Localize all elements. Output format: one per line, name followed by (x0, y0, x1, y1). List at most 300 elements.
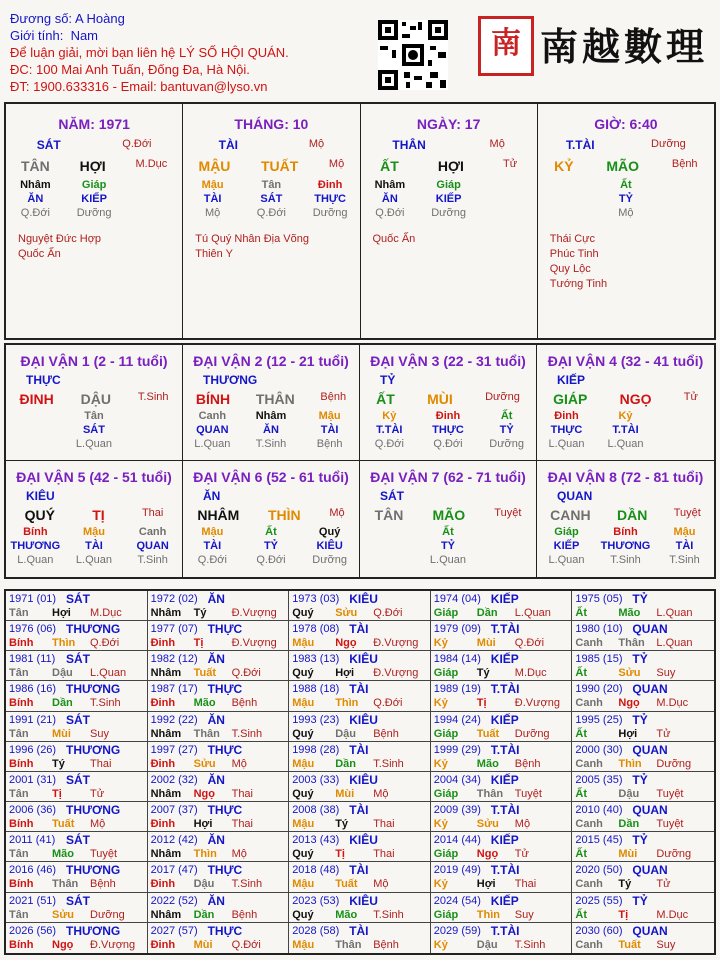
pillar-vong: Tử (503, 158, 518, 170)
year-cell (431, 742, 573, 772)
hidden-vong: Q.Đới (433, 438, 463, 450)
dai-van-cell (183, 345, 360, 461)
year-can: Kỷ (433, 938, 448, 951)
hidden-stem-cell (360, 409, 418, 451)
year-label: 1990 (20) (575, 683, 623, 696)
year-cell (572, 923, 714, 953)
hidden-god: SÁT (260, 193, 283, 205)
year-can: Tân (9, 787, 29, 800)
year-can: Tân (9, 607, 29, 619)
year-vong: Bệnh (373, 727, 399, 740)
year-ten-god: T.TÀI (490, 923, 520, 938)
hidden-vong: L.Quan (607, 438, 644, 450)
hidden-stem-cell (242, 525, 300, 567)
year-can: Giáp (433, 787, 459, 800)
hidden-stem-cell (124, 178, 182, 220)
year-vong: Thai (90, 757, 112, 770)
year-ten-god: THƯƠNG (66, 622, 121, 637)
hidden-stem: Mậu (318, 410, 341, 422)
pillar-ten-god-right: Q.Đới (122, 138, 152, 150)
year-cell (572, 832, 714, 862)
year-ten-god: KIÊU (349, 592, 378, 606)
hidden-stem: Giáp (436, 179, 461, 191)
hidden-vong: Q.Đới (20, 207, 50, 219)
hidden-stem-cell (242, 178, 300, 220)
year-cell (572, 862, 714, 892)
year-ten-god: TÀI (349, 863, 369, 878)
year-can: Giáp (433, 607, 459, 619)
star-item: Nguyệt Đức Hợp (18, 233, 102, 245)
hidden-stem-cell (242, 409, 300, 451)
year-label: 2024 (54) (433, 894, 481, 907)
dai-van-hidden (6, 409, 182, 451)
dai-van-title: ĐẠI VẬN 3 (22 - 31 tuổi) (370, 353, 526, 369)
hidden-stem-cell (6, 409, 64, 451)
dai-van-chi: THÌN (268, 507, 301, 523)
year-chi: Mùi (618, 848, 638, 861)
hidden-vong: T.Sinh (137, 554, 168, 566)
year-label: 1974 (04) (433, 593, 481, 605)
year-can: Kỷ (433, 697, 448, 710)
dai-van-chi: NGỌ (619, 391, 652, 407)
year-label: 2013 (43) (292, 834, 340, 847)
year-vong: Tử (656, 878, 671, 891)
year-vong: Dưỡng (90, 908, 125, 921)
year-cell (148, 742, 290, 772)
year-chi: Hợi (52, 607, 71, 619)
year-can: Ất (575, 908, 587, 921)
year-vong: Đ.Vượng (90, 938, 136, 951)
year-chi: Thìn (476, 908, 501, 921)
year-chi: Hợi (618, 727, 638, 740)
year-vong: L.Quan (90, 667, 127, 680)
year-vong: Suy (90, 727, 109, 740)
year-can: Đinh (150, 878, 176, 891)
year-can: Mậu (292, 878, 315, 891)
year-can: Quý (292, 667, 314, 680)
year-label: 2030 (60) (575, 924, 623, 937)
year-cell (148, 712, 290, 742)
pillar-can-chi-row (361, 158, 537, 174)
dai-van-hidden (6, 525, 182, 567)
year-can: Giáp (433, 848, 459, 861)
year-label: 1989 (19) (433, 683, 481, 696)
dai-van-god: THỰC (26, 373, 61, 387)
year-label: 2017 (47) (150, 864, 198, 877)
year-vong: Q.Đới (231, 938, 261, 951)
hidden-vong: Q.Đới (256, 207, 286, 219)
year-ten-god: TỶ (632, 712, 648, 727)
year-label: 2006 (36) (9, 804, 57, 817)
year-ten-god: T.TÀI (490, 682, 520, 697)
year-can: Kỷ (433, 757, 448, 770)
dai-van-vong: Mộ (329, 507, 345, 519)
year-ten-god: T.TÀI (490, 742, 520, 757)
year-can: Tân (9, 848, 29, 861)
year-ten-god: QUAN (632, 682, 668, 697)
year-vong: Q.Đới (231, 667, 261, 680)
hidden-vong: Dưỡng (312, 554, 348, 566)
year-ten-god: T.TÀI (490, 803, 520, 818)
pillar-column (538, 104, 714, 338)
pillar-vong: Bệnh (671, 158, 698, 170)
year-chi: Tị (193, 637, 204, 650)
year-ten-god: KIẾP (490, 592, 519, 606)
hidden-god: TỶ (499, 424, 514, 436)
star-item: Phúc Tinh (549, 248, 599, 260)
year-label: 1995 (25) (575, 713, 623, 726)
pillar-god-row (538, 138, 714, 152)
year-vong: Tử (656, 727, 671, 740)
year-cell (431, 862, 573, 892)
hidden-stem: Đinh (317, 179, 343, 191)
year-cell (431, 591, 573, 621)
year-label: 1996 (26) (9, 743, 57, 756)
year-label: 2022 (52) (150, 894, 198, 907)
year-chi: Tị (335, 848, 345, 861)
year-label: 1993 (23) (292, 713, 340, 726)
dai-van-hidden (360, 525, 536, 567)
hidden-stem: Ất (620, 179, 632, 191)
year-ten-god: TÀI (349, 923, 369, 938)
hidden-god: THƯƠNG (10, 540, 61, 552)
year-label: 1972 (02) (150, 593, 198, 605)
year-can: Canh (575, 818, 603, 831)
year-can: Tân (9, 908, 29, 921)
hidden-stem-cell (184, 178, 242, 220)
year-cell (431, 712, 573, 742)
hidden-vong: L.Quan (17, 554, 54, 566)
year-chi: Dậu (618, 787, 640, 800)
year-ten-god: KIẾP (490, 833, 519, 848)
year-can: Canh (575, 697, 603, 710)
hidden-stem: Mậu (201, 526, 224, 538)
pillar-ten-god: T.TÀI (565, 138, 595, 152)
hidden-stem-cell (478, 409, 536, 451)
year-vong: L.Quan (514, 607, 551, 619)
year-can: Ất (575, 607, 587, 619)
year-vong: Đ.Vượng (231, 607, 277, 619)
year-can: Nhâm (150, 848, 182, 861)
year-chi: Thìn (52, 637, 76, 650)
year-chi: Tị (52, 787, 62, 800)
year-label: 1992 (22) (150, 713, 198, 726)
hidden-god: QUAN (196, 424, 229, 436)
year-can: Mậu (292, 637, 315, 650)
year-ten-god: THỰC (207, 742, 243, 757)
hidden-stem: Mậu (201, 179, 224, 191)
year-vong: T.Sinh (373, 908, 404, 921)
hidden-stem: Bính (613, 526, 638, 538)
owner-label: Đương số: (10, 11, 73, 26)
year-vong: Suy (514, 908, 534, 921)
pillar-ten-god: TÀI (218, 138, 238, 152)
hidden-stem-cell (65, 178, 123, 220)
year-can: Đinh (150, 938, 176, 951)
year-vong: Suy (656, 938, 676, 951)
pillar-title: NĂM: 1971 (58, 116, 130, 132)
year-cell (289, 621, 431, 651)
year-ten-god: THƯƠNG (66, 923, 121, 938)
year-cell (289, 923, 431, 953)
year-label: 2028 (58) (292, 924, 340, 937)
hidden-vong: Dưỡng (431, 207, 466, 219)
year-ten-god: KIÊU (349, 652, 378, 667)
pillar-column (6, 104, 183, 338)
year-cell (148, 621, 290, 651)
year-ten-god: TỶ (632, 833, 648, 848)
year-chi: Thìn (193, 848, 217, 861)
dai-van-chi: DẦN (616, 507, 648, 523)
dai-van-can-chi (360, 507, 536, 523)
year-chi: Tuất (476, 727, 500, 740)
year-cell (431, 923, 573, 953)
year-can: Quý (292, 727, 314, 740)
pillar-ten-god-right: Mộ (489, 138, 505, 150)
year-chi: Thân (193, 727, 220, 740)
year-vong: Tử (514, 848, 529, 861)
year-chi: Ngọ (618, 697, 640, 710)
hidden-god: THƯƠNG (600, 540, 651, 552)
year-label: 2014 (44) (433, 834, 481, 847)
year-can: Bính (9, 878, 34, 891)
year-label: 2026 (56) (9, 924, 57, 937)
year-ten-god: THỰC (207, 803, 243, 818)
owner-name: A Hoàng (74, 11, 125, 26)
year-ten-god: TỶ (632, 893, 648, 908)
hidden-stem-cell (183, 409, 241, 451)
year-ten-god: ĂN (207, 712, 225, 727)
pillar-can-chi-row (183, 158, 359, 174)
hidden-god: KIÊU (316, 540, 343, 552)
year-chi: Tý (618, 878, 632, 891)
year-vong: Mộ (231, 757, 247, 770)
contact-line: Để luận giải, mời bạn liên hệ LÝ SỐ HỘI QUÁN. (10, 45, 289, 60)
year-can: Quý (292, 787, 314, 800)
hidden-stem-cell (124, 525, 182, 567)
hidden-stem-cell (183, 525, 241, 567)
hidden-stem: Ất (265, 526, 277, 538)
hidden-stem: Mậu (82, 526, 105, 538)
year-vong: Suy (656, 667, 676, 680)
year-label: 2008 (38) (292, 804, 340, 817)
year-ten-god: TÀI (349, 682, 369, 697)
hidden-vong: L.Quan (75, 554, 113, 566)
hidden-stem-cell (538, 178, 596, 220)
year-ten-god: QUAN (632, 863, 668, 878)
year-vong: Q.Đới (90, 637, 120, 650)
dai-van-vong: Thai (141, 507, 164, 519)
hidden-vong: Dưỡng (312, 207, 348, 219)
year-cell (572, 893, 714, 923)
year-chi: Tuất (618, 938, 641, 951)
dai-van-title: ĐẠI VẬN 6 (52 - 61 tuổi) (193, 469, 349, 485)
hidden-god: T.TÀI (376, 424, 403, 436)
hidden-vong: Bệnh (316, 438, 343, 450)
hidden-stem: Giáp (554, 526, 579, 538)
pillar-column (183, 104, 360, 338)
year-ten-god: THƯƠNG (66, 863, 121, 878)
dai-van-can-chi (537, 507, 714, 523)
year-label: 2027 (57) (150, 924, 198, 937)
year-cell (572, 651, 714, 681)
pillar-column (361, 104, 538, 338)
hidden-vong: Dưỡng (76, 207, 112, 219)
year-cell (148, 862, 290, 892)
dai-van-title: ĐẠI VẬN 1 (2 - 11 tuổi) (20, 353, 168, 369)
year-vong: Q.Đới (514, 637, 545, 650)
dai-van-god: QUAN (557, 489, 593, 503)
pillar-hidden-stems (361, 178, 537, 220)
hidden-stem: Tân (84, 410, 104, 422)
star-item: Thái Cực (549, 233, 596, 245)
dai-van-vong: Tử (683, 391, 698, 403)
hidden-stem: Nhâm (255, 410, 287, 422)
hidden-stem-cell (655, 409, 713, 451)
year-label: 1986 (16) (9, 683, 57, 696)
dai-van-god: TỶ (380, 373, 396, 387)
hidden-god: THỰC (432, 424, 464, 436)
pillar-chi: HỢI (79, 158, 106, 174)
dai-van-title: ĐẠI VẬN 7 (62 - 71 tuổi) (370, 469, 526, 485)
hidden-god: THỰC (550, 424, 583, 436)
gender-label: Giới tính: (10, 28, 64, 43)
pillar-can: ẤT (380, 158, 399, 174)
year-chi: Ngọ (193, 787, 215, 800)
year-ten-god: THỰC (207, 682, 243, 697)
year-chi: Dần (52, 697, 73, 710)
year-cell (148, 651, 290, 681)
year-cell (289, 681, 431, 711)
year-cell (6, 621, 148, 651)
year-ten-god: THƯƠNG (66, 803, 121, 818)
hidden-god: TÀI (203, 193, 222, 205)
year-chi: Sửu (476, 818, 499, 831)
year-can: Nhâm (150, 607, 182, 619)
year-label: 2011 (41) (9, 834, 56, 847)
year-vong: Tuyệt (514, 787, 542, 800)
year-vong: Thai (373, 848, 395, 861)
year-chi: Mão (618, 607, 641, 619)
year-label: 2016 (46) (9, 864, 57, 877)
star-item: Tướng Tinh (549, 278, 608, 290)
year-label: 2007 (37) (150, 804, 198, 817)
year-chi: Hợi (476, 878, 496, 891)
pillar-ten-god-right: Dưỡng (651, 138, 686, 150)
year-cell (6, 893, 148, 923)
year-chi: Thân (618, 637, 645, 650)
hidden-stem: Bính (23, 526, 48, 538)
pillar-god-row (183, 138, 359, 152)
star-item: Quy Lộc (549, 263, 591, 275)
hidden-god: QUAN (136, 540, 169, 552)
year-cell (6, 862, 148, 892)
year-can: Nhâm (150, 908, 182, 921)
dai-van-hidden (183, 409, 359, 451)
year-cell (572, 802, 714, 832)
pillar-can: MẬU (198, 158, 231, 174)
year-can: Kỷ (433, 637, 448, 650)
year-ten-god: KIẾP (490, 712, 519, 727)
hidden-god: TÀI (203, 540, 222, 552)
annual-luck-table (4, 589, 716, 955)
year-label: 2025 (55) (575, 894, 623, 907)
hidden-stem-cell (420, 178, 478, 220)
year-label: 2003 (33) (292, 773, 340, 786)
pillar-chi: TUẤT (261, 158, 299, 174)
star-item: Quốc Ấn (372, 233, 416, 245)
brand-logo-text: 南越數理 (540, 24, 709, 69)
year-cell (289, 802, 431, 832)
year-ten-god: SÁT (66, 893, 90, 908)
pillar-stars (550, 232, 607, 292)
year-ten-god: KIÊU (349, 772, 378, 787)
year-chi: Dậu (52, 667, 73, 680)
dai-van-can-chi (6, 391, 182, 407)
hidden-stem-cell (478, 178, 536, 220)
year-chi: Thân (476, 787, 504, 800)
year-label: 1998 (28) (292, 743, 340, 756)
year-vong: Đ.Vượng (373, 667, 419, 680)
star-item: Tú Quý Nhân Địa Võng (195, 233, 309, 245)
year-label: 1981 (11) (9, 653, 56, 666)
year-cell (289, 651, 431, 681)
dai-van-god: ĂN (203, 489, 221, 503)
year-ten-god: THƯƠNG (66, 742, 121, 757)
year-label: 2021 (51) (9, 894, 57, 907)
year-vong: Đ.Vượng (373, 637, 419, 650)
dai-van-vong: Tuyệt (673, 507, 701, 519)
year-label: 2010 (40) (575, 804, 623, 817)
year-chi: Mão (52, 848, 74, 861)
hidden-stem-cell (6, 525, 64, 567)
hidden-god: TÀI (85, 540, 103, 552)
year-can: Đinh (150, 818, 176, 831)
year-chi: Tý (52, 757, 65, 770)
year-vong: T.Sinh (373, 757, 404, 770)
year-can: Nhâm (150, 667, 182, 680)
year-chi: Thìn (618, 757, 642, 770)
hidden-stem-cell (360, 525, 418, 567)
year-can: Ất (575, 787, 587, 800)
year-label: 2020 (50) (575, 864, 623, 877)
year-can: Mậu (292, 938, 315, 951)
hidden-vong: L.Quan (548, 554, 585, 566)
pillar-vong: Mộ (328, 158, 345, 170)
hidden-stem: Giáp (81, 179, 107, 191)
year-can: Ất (575, 848, 587, 861)
year-ten-god: QUAN (632, 803, 668, 818)
hidden-stem: Kỷ (618, 410, 633, 422)
year-label: 1991 (21) (9, 713, 57, 726)
year-label: 1977 (07) (150, 623, 198, 636)
year-vong: M.Dục (656, 697, 689, 710)
hidden-god: KIẾP (81, 193, 107, 205)
year-cell (6, 651, 148, 681)
dai-van-cell (537, 461, 714, 577)
year-cell (431, 681, 573, 711)
year-vong: T.Sinh (231, 727, 263, 740)
pillar-title: GIỜ: 6:40 (594, 116, 658, 132)
dai-van-can-chi (537, 391, 714, 407)
year-ten-god: TÀI (349, 803, 369, 818)
year-chi: Sửu (335, 607, 358, 619)
year-ten-god: SÁT (66, 833, 90, 848)
year-can: Ất (575, 667, 587, 680)
dai-van-title: ĐẠI VẬN 2 (12 - 21 tuổi) (193, 353, 349, 369)
year-can: Bính (9, 818, 34, 831)
year-can: Nhâm (150, 787, 182, 800)
